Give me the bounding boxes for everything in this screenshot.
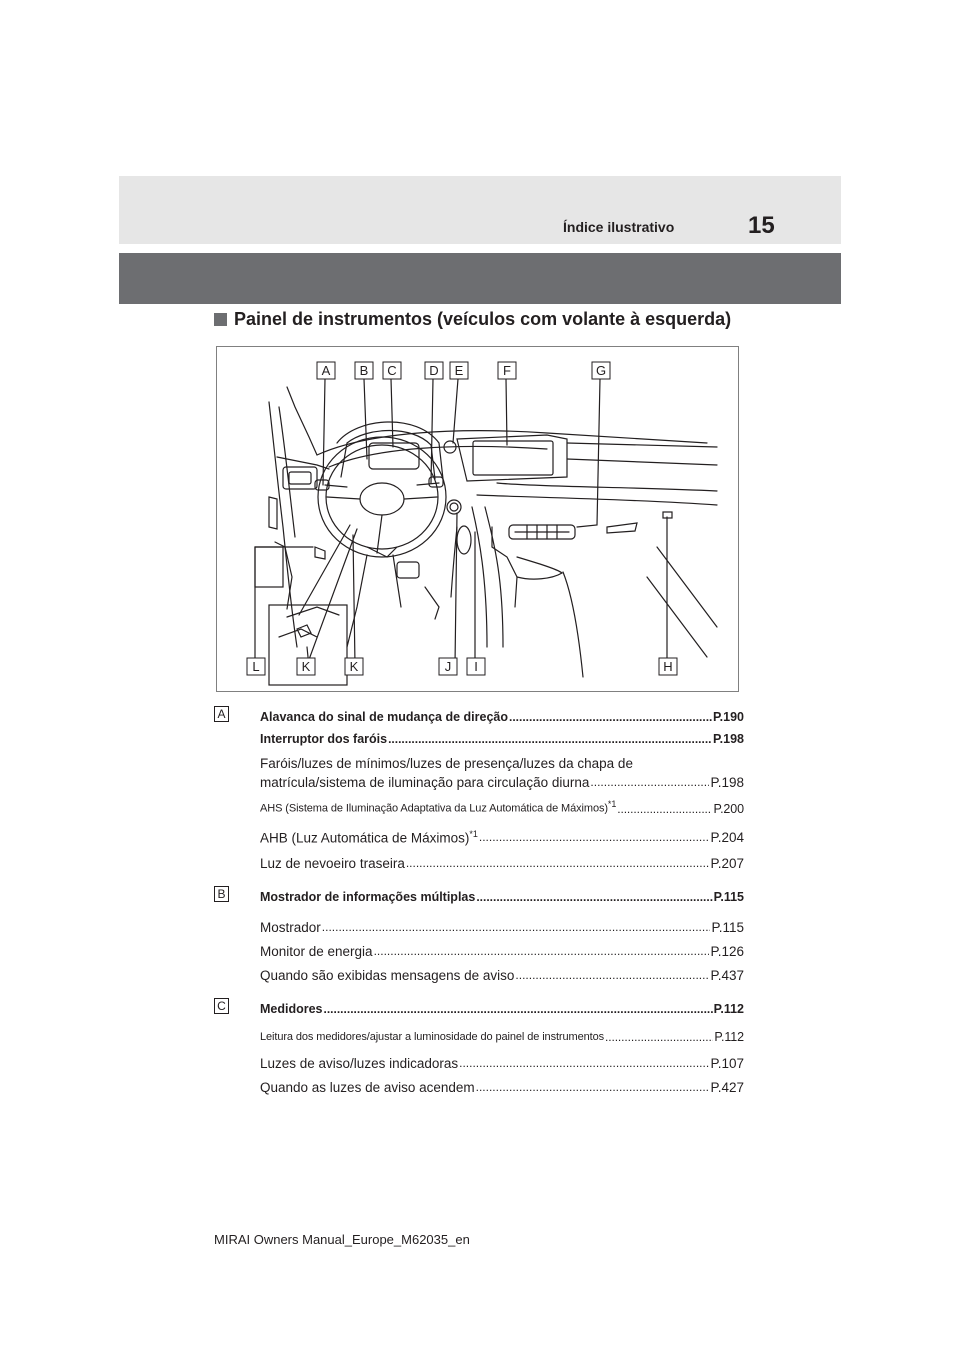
page-ref: P.198 — [710, 775, 744, 790]
entry-a-5[interactable] — [260, 824, 744, 846]
square-bullet-icon — [214, 313, 227, 326]
group-c — [214, 996, 744, 1096]
entry-label: Interruptor dos faróis — [260, 732, 388, 746]
leader-dots — [476, 889, 712, 906]
entry-label: Luzes de aviso/luzes indicadoras — [260, 1056, 459, 1071]
callout-bottom-label-k: K — [349, 659, 359, 674]
header-band — [119, 176, 841, 244]
entry-label: Quando as luzes de aviso acendem — [260, 1080, 475, 1095]
leader-dots — [322, 919, 711, 936]
entry-label: Mostrador de informações múltiplas — [260, 890, 476, 904]
page-ref: P.115 — [711, 920, 744, 935]
group-a — [214, 704, 744, 872]
leader-dots — [605, 1029, 713, 1046]
page-ref: P.437 — [710, 968, 744, 983]
entry-c-1[interactable] — [260, 996, 744, 1018]
leader-dots — [617, 801, 712, 818]
footnote-mark: *1 — [469, 828, 478, 839]
page-ref: P.112 — [714, 1030, 744, 1044]
entry-label — [260, 826, 478, 847]
leader-dots — [515, 967, 709, 984]
leader-dots — [509, 709, 712, 726]
leader-dots — [406, 855, 710, 872]
dark-band — [119, 253, 841, 304]
callout-top-label-d: D — [429, 363, 439, 378]
entry-a-3[interactable] — [260, 754, 744, 792]
page-ref: P.190 — [712, 710, 744, 724]
entry-label: Luz de nevoeiro traseira — [260, 856, 405, 871]
entry-label: Mostrador — [260, 920, 321, 935]
entry-label-line-1: Faróis/luzes de mínimos/luzes de presença/luzes da chapa de — [260, 756, 633, 771]
entry-label: Monitor de energia — [260, 944, 373, 959]
dashboard-drawing — [217, 347, 738, 691]
entry-label: Alavanca do sinal de mudança de direção — [260, 710, 509, 724]
callout-bottom-label-k: K — [301, 659, 311, 674]
page-ref: P.204 — [710, 830, 744, 845]
leader-dots — [374, 943, 710, 960]
entry-c-2[interactable] — [260, 1024, 744, 1046]
page-ref: P.198 — [712, 732, 744, 746]
callout-top-label-e: E — [454, 363, 464, 378]
top-callout-labels — [317, 362, 610, 379]
entry-b-3[interactable] — [260, 938, 744, 960]
leader-dots — [459, 1055, 709, 1072]
callout-top-label-b: B — [359, 363, 369, 378]
callout-top-label-g: G — [595, 363, 607, 378]
leader-dots — [590, 773, 709, 792]
entry-c-4[interactable] — [260, 1074, 744, 1096]
entry-label: Medidores — [260, 1002, 323, 1016]
callout-top-label-f: F — [503, 363, 511, 378]
page-ref: P.107 — [710, 1056, 744, 1071]
letter-box-b: B — [214, 886, 229, 902]
callout-bottom-label-i: I — [474, 659, 478, 674]
letter-box-a: A — [214, 706, 229, 722]
page-ref: P.200 — [713, 802, 744, 816]
group-b — [214, 884, 744, 984]
leader-dots — [479, 829, 710, 846]
page-ref: P.112 — [713, 1002, 744, 1016]
entry-label-line-2: matrícula/sistema de iluminação para circulação diurna — [260, 775, 590, 790]
entry-label-text: AHB (Luz Automática de Máximos) — [260, 830, 470, 845]
entry-a-2[interactable] — [260, 726, 744, 748]
entry-label-text: AHS (Sistema de Iluminação Adaptativa da Luz Automática de Máximos) — [260, 803, 608, 815]
section-title: Índice ilustrativo — [563, 219, 675, 235]
leader-dots — [476, 1079, 710, 1096]
subsection-title-text: Painel de instrumentos (veículos com volante à esquerda) — [234, 309, 732, 329]
letter-box-c: C — [214, 998, 229, 1014]
page-number: 15 — [748, 212, 775, 239]
callout-top-label-a: A — [321, 363, 331, 378]
page-ref: P.115 — [713, 890, 744, 904]
entry-a-4[interactable] — [260, 796, 744, 818]
callout-bottom-label-j: J — [444, 659, 452, 674]
page-ref: P.126 — [710, 944, 744, 959]
dashboard-line-art — [255, 379, 717, 685]
bottom-callout-labels — [247, 658, 677, 675]
dashboard-illustration — [216, 346, 739, 692]
leader-dots — [388, 731, 712, 748]
page-ref: P.427 — [710, 1080, 744, 1095]
entry-c-3[interactable] — [260, 1050, 744, 1072]
subsection-title — [214, 309, 731, 330]
entry-a-1[interactable] — [260, 704, 744, 726]
entry-label — [260, 796, 616, 818]
entry-b-2[interactable] — [260, 914, 744, 936]
footnote-mark: *1 — [607, 799, 617, 810]
entry-b-4[interactable] — [260, 962, 744, 984]
leader-dots — [324, 1001, 713, 1018]
callout-top-label-c: C — [387, 363, 397, 378]
callout-bottom-label-h: H — [663, 659, 673, 674]
entry-a-6[interactable] — [260, 850, 744, 872]
page-ref: P.207 — [710, 856, 744, 871]
footer-text: MIRAI Owners Manual_Europe_M62035_en — [214, 1232, 470, 1247]
entry-list — [214, 704, 744, 1096]
callout-bottom-label-l: L — [252, 659, 260, 674]
entry-b-1[interactable] — [260, 884, 744, 906]
entry-label: Leitura dos medidores/ajustar a luminosidade do painel de instrumentos — [260, 1031, 604, 1043]
entry-label: Quando são exibidas mensagens de aviso — [260, 968, 515, 983]
